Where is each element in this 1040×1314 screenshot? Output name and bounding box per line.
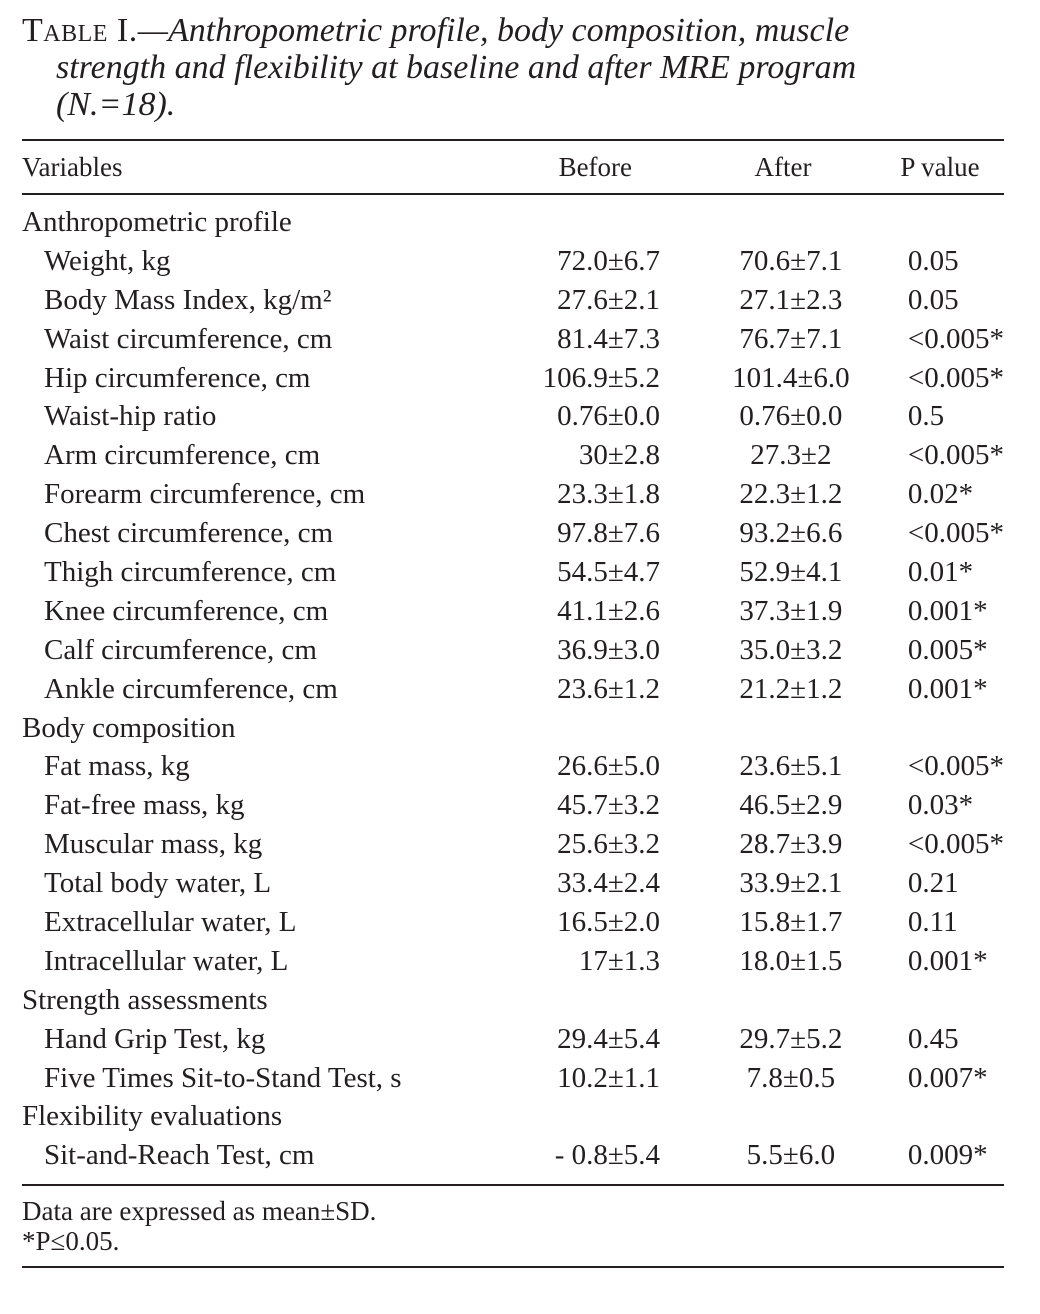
table-row: [22, 631, 1004, 670]
before-cell: 97.8±7.6: [557, 517, 661, 550]
after-value: 33.9±2.1: [739, 867, 843, 900]
p-value-cell: 0.007*: [907, 1061, 988, 1094]
after-value: 22.3±1.2: [739, 478, 843, 511]
variable-cell: Fat mass, kg: [44, 750, 190, 783]
table-row: [22, 242, 1004, 281]
data-table: [22, 142, 1004, 1175]
after-value: 5.5±6.0: [746, 1139, 836, 1172]
variable-cell: Sit-and-Reach Test, cm: [44, 1139, 315, 1172]
footnote-data-format: Data are expressed as mean±SD.: [22, 1196, 377, 1226]
bottom-rule: [22, 1184, 1004, 1186]
table-row: [22, 397, 1004, 436]
table-row: [22, 359, 1004, 398]
before-cell: 33.4±2.4: [557, 867, 661, 900]
after-cell: [660, 747, 856, 786]
before-cell: 30±2.8: [578, 439, 661, 472]
after-cell: [660, 825, 856, 864]
after-value: 52.9±4.1: [739, 555, 843, 588]
after-cell: [660, 903, 856, 942]
after-cell: [660, 942, 856, 981]
table-row: [22, 942, 1004, 981]
after-value: 37.3±1.9: [739, 594, 843, 627]
table-row: [22, 436, 1004, 475]
p-value-cell: <0.005*: [907, 322, 1004, 355]
after-value: 93.2±6.6: [739, 517, 843, 550]
after-value: 35.0±3.2: [739, 633, 843, 666]
after-value: 101.4±6.0: [732, 361, 850, 394]
after-value: 70.6±7.1: [739, 244, 843, 277]
p-value-cell: <0.005*: [907, 828, 1004, 861]
footnote-rule: [22, 1266, 1004, 1268]
table-caption: [22, 12, 1004, 123]
section-row: [22, 709, 1004, 748]
p-value-cell: 0.01*: [907, 555, 974, 588]
before-cell: 0.76±0.0: [557, 400, 661, 433]
section-row: [22, 194, 1004, 242]
variable-cell: Intracellular water, L: [44, 944, 289, 977]
p-value-cell: <0.005*: [907, 361, 1004, 394]
footnotes: [22, 1196, 376, 1256]
variable-cell: Five Times Sit-to-Stand Test, s: [44, 1061, 402, 1094]
variable-cell: Muscular mass, kg: [44, 828, 263, 861]
table-row: [22, 864, 1004, 903]
table-row: [22, 825, 1004, 864]
p-value-cell: <0.005*: [907, 439, 1004, 472]
after-cell: [660, 281, 856, 320]
p-value-cell: 0.05: [907, 244, 959, 277]
p-value-cell: 0.001*: [907, 944, 988, 977]
p-value-cell: 0.001*: [907, 672, 988, 705]
after-cell: [660, 475, 856, 514]
before-cell: 72.0±6.7: [557, 244, 661, 277]
table-row: [22, 1136, 1004, 1175]
variable-cell: Extracellular water, L: [44, 905, 297, 938]
header-row: [22, 142, 1004, 194]
section-row: [22, 1097, 1004, 1136]
variable-cell: Chest circumference, cm: [44, 517, 334, 550]
after-value: 27.3±2: [750, 439, 832, 472]
table-row: [22, 903, 1004, 942]
caption-title-line2: strength and flexibility at baseline and after MRE program: [56, 49, 857, 86]
p-value-cell: 0.21: [907, 867, 959, 900]
variable-cell: Hip circumference, cm: [44, 361, 311, 394]
after-value: 76.7±7.1: [739, 322, 843, 355]
p-value-cell: <0.005*: [907, 517, 1004, 550]
table-row: [22, 1059, 1004, 1098]
footnote-significance: *P≤0.05.: [22, 1226, 120, 1256]
after-value: 28.7±3.9: [739, 828, 843, 861]
after-cell: [660, 1136, 856, 1175]
variable-cell: Thigh circumference, cm: [44, 555, 337, 588]
table-label: Table I.: [22, 12, 138, 49]
after-cell: [660, 242, 856, 281]
before-cell: 29.4±5.4: [557, 1022, 661, 1055]
p-value-cell: 0.03*: [907, 789, 974, 822]
after-cell: [660, 631, 856, 670]
after-value: 15.8±1.7: [739, 905, 843, 938]
p-value-cell: 0.11: [907, 905, 958, 938]
before-cell: 27.6±2.1: [557, 283, 661, 316]
variable-cell: Arm circumference, cm: [44, 439, 321, 472]
section-row: [22, 981, 1004, 1020]
before-cell: 54.5±4.7: [557, 555, 661, 588]
after-cell: [660, 670, 856, 709]
variable-cell: Waist-hip ratio: [44, 400, 217, 433]
variable-cell: Fat-free mass, kg: [44, 789, 245, 822]
after-cell: [660, 397, 856, 436]
p-value-cell: 0.45: [907, 1022, 959, 1055]
after-cell: [660, 359, 856, 398]
before-cell: 23.6±1.2: [557, 672, 661, 705]
table-row: [22, 514, 1004, 553]
variable-cell: Waist circumference, cm: [44, 322, 333, 355]
section-title: Anthropometric profile: [22, 205, 292, 238]
variable-cell: Ankle circumference, cm: [44, 672, 338, 705]
before-cell: 106.9±5.2: [542, 361, 661, 394]
variable-cell: Weight, kg: [44, 244, 171, 277]
table-row: [22, 670, 1004, 709]
after-cell: [660, 320, 856, 359]
table-row: [22, 320, 1004, 359]
variable-cell: Calf circumference, cm: [44, 633, 317, 666]
after-value: 7.8±0.5: [746, 1061, 836, 1094]
variable-cell: Hand Grip Test, kg: [44, 1022, 266, 1055]
table-row: [22, 786, 1004, 825]
table-row: [22, 553, 1004, 592]
before-cell: 17±1.3: [578, 944, 661, 977]
after-cell: [660, 786, 856, 825]
section-title: Body composition: [22, 711, 236, 744]
caption-title-line3: (N.=18).: [56, 86, 176, 123]
before-cell: 36.9±3.0: [557, 633, 661, 666]
after-value: 18.0±1.5: [739, 944, 843, 977]
table-row: [22, 592, 1004, 631]
header-variables: Variables: [22, 152, 123, 182]
before-cell: 23.3±1.8: [557, 478, 661, 511]
after-value: 0.76±0.0: [739, 400, 843, 433]
after-cell: [660, 1020, 856, 1059]
after-cell: [660, 592, 856, 631]
table-row: [22, 475, 1004, 514]
before-cell: 26.6±5.0: [557, 750, 661, 783]
header-before: Before: [558, 152, 633, 182]
variable-cell: Body Mass Index, kg/m²: [44, 283, 332, 316]
before-cell: 45.7±3.2: [557, 789, 661, 822]
after-cell: [660, 514, 856, 553]
before-cell: - 0.8±5.4: [554, 1139, 661, 1172]
after-cell: [660, 1059, 856, 1098]
after-cell: [660, 864, 856, 903]
after-value: 29.7±5.2: [739, 1022, 843, 1055]
p-value-cell: <0.005*: [907, 750, 1004, 783]
variable-cell: Total body water, L: [44, 867, 272, 900]
variable-cell: Knee circumference, cm: [44, 594, 329, 627]
after-value: 21.2±1.2: [739, 672, 843, 705]
variable-cell: Forearm circumference, cm: [44, 478, 366, 511]
p-value-cell: 0.5: [907, 400, 945, 433]
header-after: After: [754, 152, 812, 182]
after-value: 46.5±2.9: [739, 789, 843, 822]
section-title: Strength assessments: [22, 983, 268, 1016]
before-cell: 81.4±7.3: [557, 322, 661, 355]
table-row: [22, 1020, 1004, 1059]
table-row: [22, 281, 1004, 320]
before-cell: 10.2±1.1: [557, 1061, 661, 1094]
p-value-cell: 0.05: [907, 283, 959, 316]
after-value: 27.1±2.3: [739, 283, 843, 316]
header-p-value: P value: [900, 152, 980, 182]
section-title: Flexibility evaluations: [22, 1100, 283, 1133]
before-cell: 25.6±3.2: [557, 828, 661, 861]
caption-title-line1: —Anthropometric profile, body composition, muscle: [137, 12, 850, 49]
after-cell: [660, 553, 856, 592]
after-cell: [660, 436, 856, 475]
after-value: 23.6±5.1: [739, 750, 843, 783]
p-value-cell: 0.001*: [907, 594, 988, 627]
table-row: [22, 747, 1004, 786]
p-value-cell: 0.009*: [907, 1139, 988, 1172]
before-cell: 41.1±2.6: [557, 594, 661, 627]
p-value-cell: 0.005*: [907, 633, 988, 666]
before-cell: 16.5±2.0: [557, 905, 661, 938]
top-rule: [22, 139, 1004, 141]
p-value-cell: 0.02*: [907, 478, 974, 511]
